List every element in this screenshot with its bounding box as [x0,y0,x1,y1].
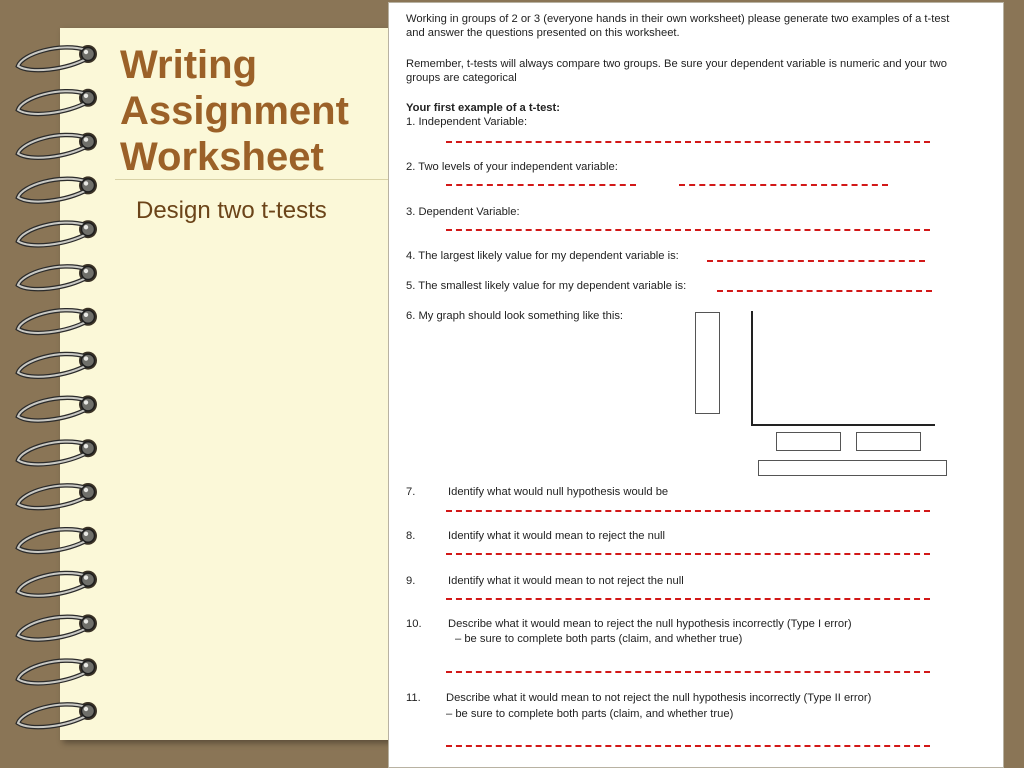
question-8: Identify what it would mean to reject the null [448,530,666,542]
answer-line-2a [446,184,636,186]
answer-line-9 [446,598,930,600]
question-1: 1. Independent Variable: [406,116,528,128]
question-2: 2. Two levels of your independent variable: [406,161,618,173]
x-axis-label-box [758,460,947,476]
intro-text-1: Working in groups of 2 or 3 (everyone hands in their own worksheet) please generate two examples of a t-test [406,13,950,25]
question-7-number: 7. [406,486,416,498]
binding-hole [79,89,97,107]
remember-text-2: groups are categorical [406,72,517,84]
question-10-subtext: – be sure to complete both parts (claim, and whether true) [455,633,743,645]
remember-text-1: Remember, t-tests will always compare two groups. Be sure your dependent variable is numeric and your two [406,58,947,70]
answer-line-1 [446,141,930,143]
question-7: Identify what would null hypothesis would be [448,486,669,498]
binding-hole [79,308,97,326]
group-label-box-1 [776,432,841,451]
question-9: Identify what it would mean to not reject the null [448,575,684,587]
title-divider [115,179,390,180]
question-10: Describe what it would mean to reject the null hypothesis incorrectly (Type I error) [448,618,852,630]
binding-hole [79,220,97,238]
section-heading: Your first example of a t-test: [406,102,560,114]
group-label-box-2 [856,432,921,451]
question-9-number: 9. [406,575,416,587]
answer-line-3 [446,229,930,231]
binding-hole [79,483,97,501]
binding-hole [79,614,97,632]
binding-hole [79,658,97,676]
binding-hole [79,702,97,720]
slide-subtitle: Design two t-tests [136,197,327,224]
binding-hole [79,571,97,589]
question-11-number: 11. [406,692,421,704]
binding-hole [79,176,97,194]
answer-line-2b [679,184,888,186]
question-5: 5. The smallest likely value for my dependent variable is: [406,280,687,292]
question-11-subtext: – be sure to complete both parts (claim, and whether true) [446,708,734,720]
answer-line-5 [717,290,932,292]
question-8-number: 8. [406,530,416,542]
binding-hole [79,527,97,545]
question-3: 3. Dependent Variable: [406,206,520,218]
question-4: 4. The largest likely value for my dependent variable is: [406,250,679,262]
slide-title: Writing Assignment Worksheet [120,43,349,179]
binding-holes [0,0,120,768]
binding-hole [79,395,97,413]
binding-hole [79,439,97,457]
answer-line-8 [446,553,930,555]
y-axis-label-box [695,312,720,414]
binding-hole [79,45,97,63]
worksheet-page [388,2,1004,768]
binding-hole [79,133,97,151]
question-11: Describe what it would mean to not reject the null hypothesis incorrectly (Type II error) [446,692,872,704]
binding-hole [79,264,97,282]
graph-y-axis [751,311,753,426]
answer-line-11 [446,745,930,747]
question-6: 6. My graph should look something like this: [406,310,624,322]
intro-text-2: and answer the questions presented on this worksheet. [406,27,680,39]
answer-line-7 [446,510,930,512]
answer-line-10 [446,671,930,673]
question-10-number: 10. [406,618,422,630]
graph-x-axis [751,424,935,426]
binding-hole [79,352,97,370]
answer-line-4 [707,260,925,262]
